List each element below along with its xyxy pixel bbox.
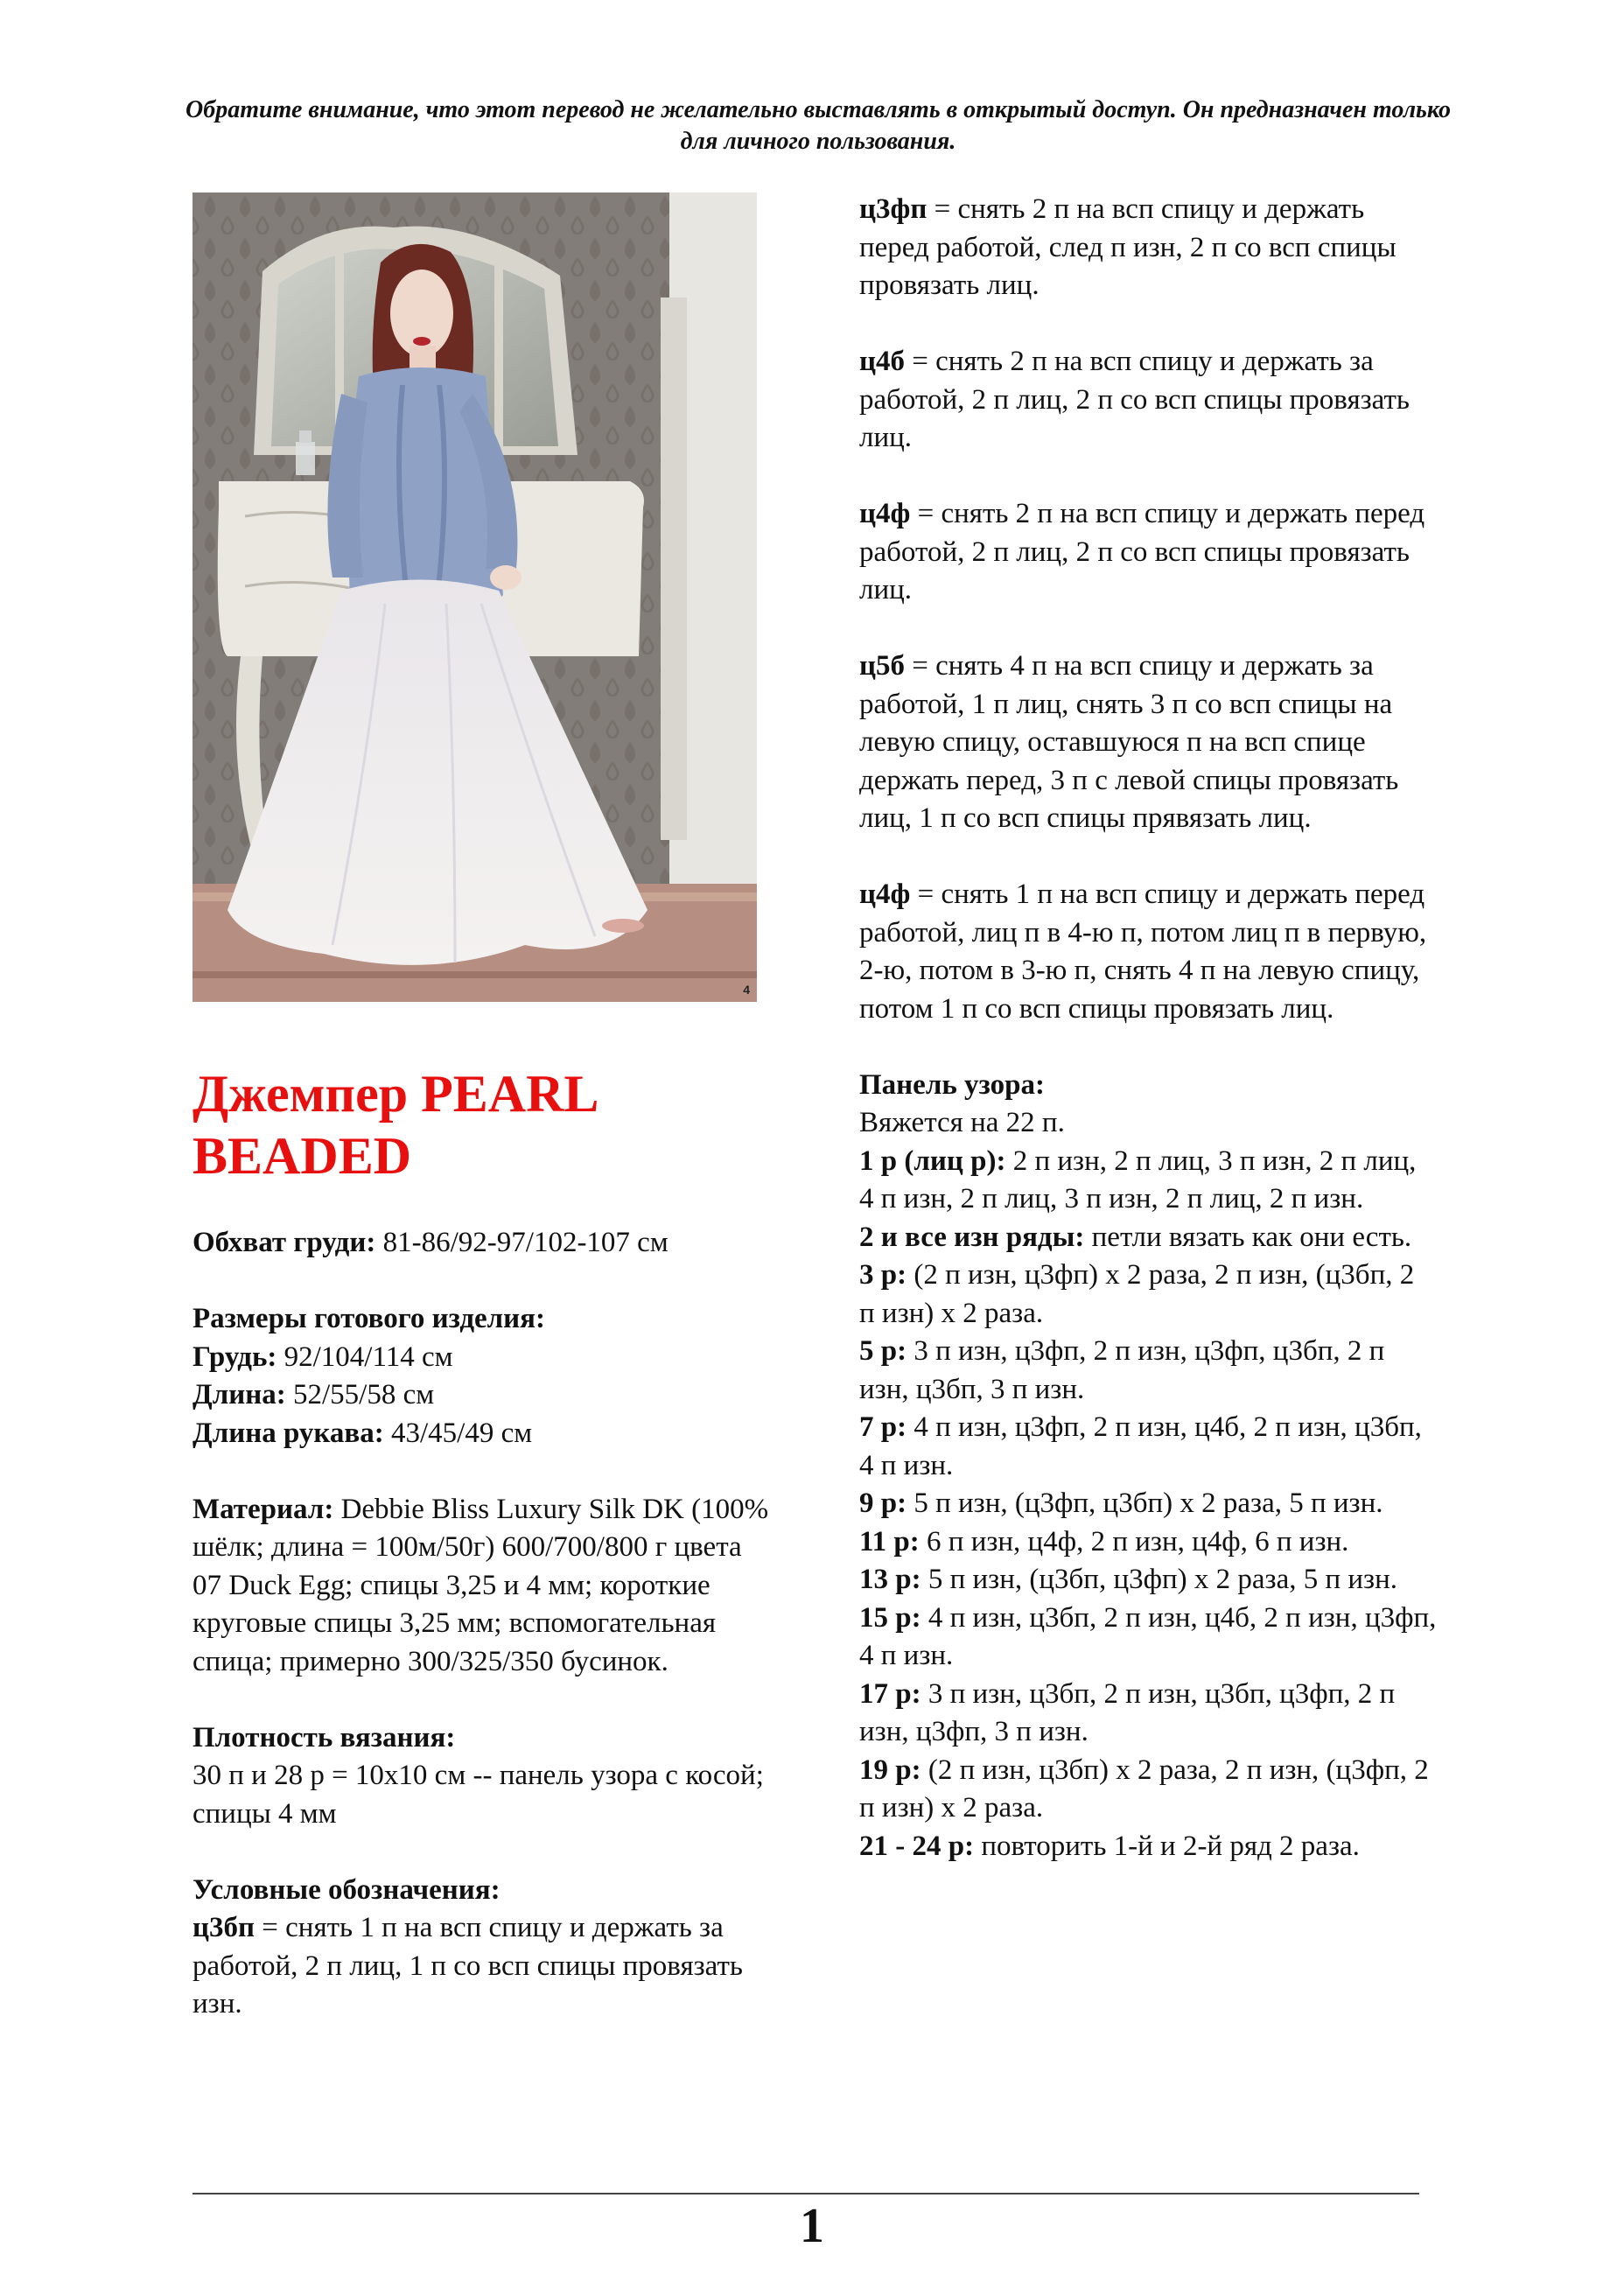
row-text: 5 п изн, (ц3фп, ц3бп) х 2 раза, 5 п изн.	[906, 1488, 1383, 1519]
abbr-text: = снять 4 п на всп спицу и держать за работой, 1 п лиц, снять 3 п со всп спицы на левую спицу, оставшуюся п на всп спице держать перед, 3 п с левой спицы провязать лиц, 1 п со всп спицы прявязать лиц.	[859, 650, 1399, 834]
material-block	[192, 1491, 770, 1682]
gauge-heading: Плотность вязания:	[192, 1721, 456, 1754]
photo-illustration	[192, 192, 757, 1002]
legend-item	[859, 191, 1437, 305]
row-label: 9 р:	[859, 1488, 907, 1519]
bust-value: 81-86/92-97/102-107 см	[375, 1227, 668, 1258]
row-text: 4 п изн, ц3бп, 2 п изн, ц4б, 2 п изн, ц3фп, 4 п изн.	[859, 1601, 1437, 1671]
row-label: 19 р:	[859, 1754, 921, 1786]
chest-value: 92/104/114 см	[276, 1340, 453, 1373]
row-label: 7 р:	[859, 1411, 907, 1443]
left-column	[192, 1063, 770, 2024]
row-label: 21 - 24 р:	[859, 1830, 975, 1862]
legend-item	[859, 343, 1437, 458]
pattern-row	[859, 1523, 1437, 1562]
row-label: 3 р:	[859, 1259, 907, 1291]
row-text: 4 п изн, ц3фп, 2 п изн, ц4б, 2 п изн, ц3бп, 4 п изн.	[859, 1411, 1422, 1481]
abbr-label: ц4б	[859, 346, 906, 377]
row-text: петли вязать как они есть.	[1084, 1221, 1412, 1253]
sizes-heading: Размеры готового изделия:	[192, 1303, 546, 1334]
abbr-text: = снять 2 п на всп спицу и держать перед работой, 2 п лиц, 2 п со всп спицы провязать лиц.	[859, 498, 1425, 606]
abbr-text: = снять 2 п на всп спицу и держать за работой, 2 п лиц, 2 п со всп спицы провязать лиц.	[859, 346, 1410, 453]
row-label: 5 р:	[859, 1335, 907, 1367]
row-text: (2 п изн, ц3фп) х 2 раза, 2 п изн, (ц3бп, 2 п изн) х 2 раза.	[859, 1259, 1415, 1329]
length-line	[192, 1376, 770, 1415]
c3bp-label: ц3бп	[192, 1912, 256, 1943]
pattern-row	[859, 1828, 1437, 1866]
legend-item	[859, 648, 1437, 838]
row-text: повторить 1-й и 2-й ряд 2 раза.	[974, 1830, 1360, 1862]
row-label: 2 и все изн ряды:	[859, 1221, 1085, 1253]
abbr-label: ц5б	[859, 650, 906, 682]
legend-heading: Условные обозначения:	[192, 1873, 500, 1906]
right-column	[859, 191, 1437, 1866]
row-text: 2 п изн, 2 п лиц, 3 п изн, 2 п лиц, 4 п изн, 2 п лиц, 3 п изн, 2 п лиц, 2 п изн.	[859, 1144, 1417, 1214]
length-value: 52/55/58 см	[285, 1379, 435, 1410]
panel-intro: Вяжется на 22 п.	[859, 1107, 1065, 1138]
pattern-row	[859, 1409, 1437, 1485]
panel-heading: Панель узора:	[859, 1068, 1045, 1101]
pattern-row	[859, 1256, 1437, 1333]
row-label: 1 р (лиц р):	[859, 1144, 1006, 1177]
gauge-text: 30 п и 28 р = 10х10 см -- панель узора с косой; спицы 4 мм	[192, 1760, 764, 1830]
privacy-notice: Обратите внимание, что этот перевод не желательно выставлять в открытый доступ. Он предназначен только для личного пользования.	[186, 96, 1451, 155]
abbr-label: ц4ф	[859, 878, 911, 910]
page-number: 1	[800, 2199, 824, 2253]
legend-item	[859, 495, 1437, 610]
row-label: 13 р:	[859, 1564, 921, 1595]
pattern-row	[859, 1752, 1437, 1828]
row-text: 6 п изн, ц4ф, 2 п изн, ц4ф, 6 п изн.	[919, 1525, 1349, 1558]
pattern-row	[859, 1485, 1437, 1523]
row-text: 5 п изн, (ц3бп, ц3фп) х 2 раза, 5 п изн.	[920, 1564, 1397, 1595]
material-label: Материал:	[192, 1493, 334, 1525]
abbr-label: ц3фп	[859, 193, 928, 225]
chest-line	[192, 1339, 770, 1377]
bust-line	[192, 1224, 770, 1263]
c3bp-value: = снять 1 п на всп спицу и держать за работой, 2 п лиц, 1 п со всп спицы провязать изн.	[192, 1912, 743, 2020]
sleeve-label: Длина рукава:	[192, 1417, 384, 1449]
footer-divider	[192, 2193, 1419, 2194]
sizes-block	[192, 1300, 770, 1452]
abbr-text: = снять 1 п на всп спицу и держать перед работой, лиц п в 4-ю п, потом лиц п в первую, 2-ю, потом в 3-ю п, снять 4 п на левую спицу, потом 1 п со всп спицы провязать лиц.	[859, 878, 1427, 1025]
material-value: Debbie Bliss Luxury Silk DK (100% шёлк; длина = 100м/50г) 600/700/800 г цвета 07 Duck Egg; спицы 3,25 и 4 мм; короткие круговые спицы 3,25 мм; вспомогательная спица; примерно 300/325/350 бусинок.	[192, 1493, 769, 1677]
model-photo	[192, 192, 757, 1002]
pattern-row	[859, 1676, 1437, 1752]
row-label: 17 р:	[859, 1677, 921, 1710]
pattern-title: Джемпер PEARL BEADED	[192, 1065, 597, 1185]
legend-block	[192, 1872, 770, 2024]
photo-page-marker: 4	[743, 983, 750, 997]
sleeve-value: 43/45/49 см	[383, 1417, 533, 1449]
legend-item-c3bp	[192, 1909, 770, 2024]
pattern-row	[859, 1600, 1437, 1676]
bust-label: Обхват груди:	[192, 1227, 376, 1258]
abbr-label: ц4ф	[859, 498, 911, 529]
row-text: (2 п изн, ц3бп) х 2 раза, 2 п изн, (ц3фп, 2 п изн) х 2 раза.	[859, 1754, 1429, 1824]
row-text: 3 п изн, ц3бп, 2 п изн, ц3бп, ц3фп, 2 п изн, ц3фп, 3 п изн.	[859, 1677, 1396, 1747]
pattern-row	[859, 1561, 1437, 1600]
gauge-block	[192, 1719, 770, 1834]
pattern-row	[859, 1333, 1437, 1409]
legend-item	[859, 876, 1437, 1028]
row-text: 3 п изн, ц3фп, 2 п изн, ц3фп, ц3бп, 2 п изн, ц3бп, 3 п изн.	[859, 1335, 1385, 1405]
pattern-row	[859, 1219, 1437, 1257]
length-label: Длина:	[192, 1379, 286, 1410]
row-label: 15 р:	[859, 1601, 921, 1634]
row-label: 11 р:	[859, 1525, 920, 1558]
sleeve-line	[192, 1415, 770, 1453]
abbr-text: = снять 2 п на всп спицу и держать перед работой, след п изн, 2 п со всп спицы провязать лиц.	[859, 193, 1396, 301]
pattern-row	[859, 1143, 1437, 1219]
chest-label: Грудь:	[192, 1340, 277, 1373]
